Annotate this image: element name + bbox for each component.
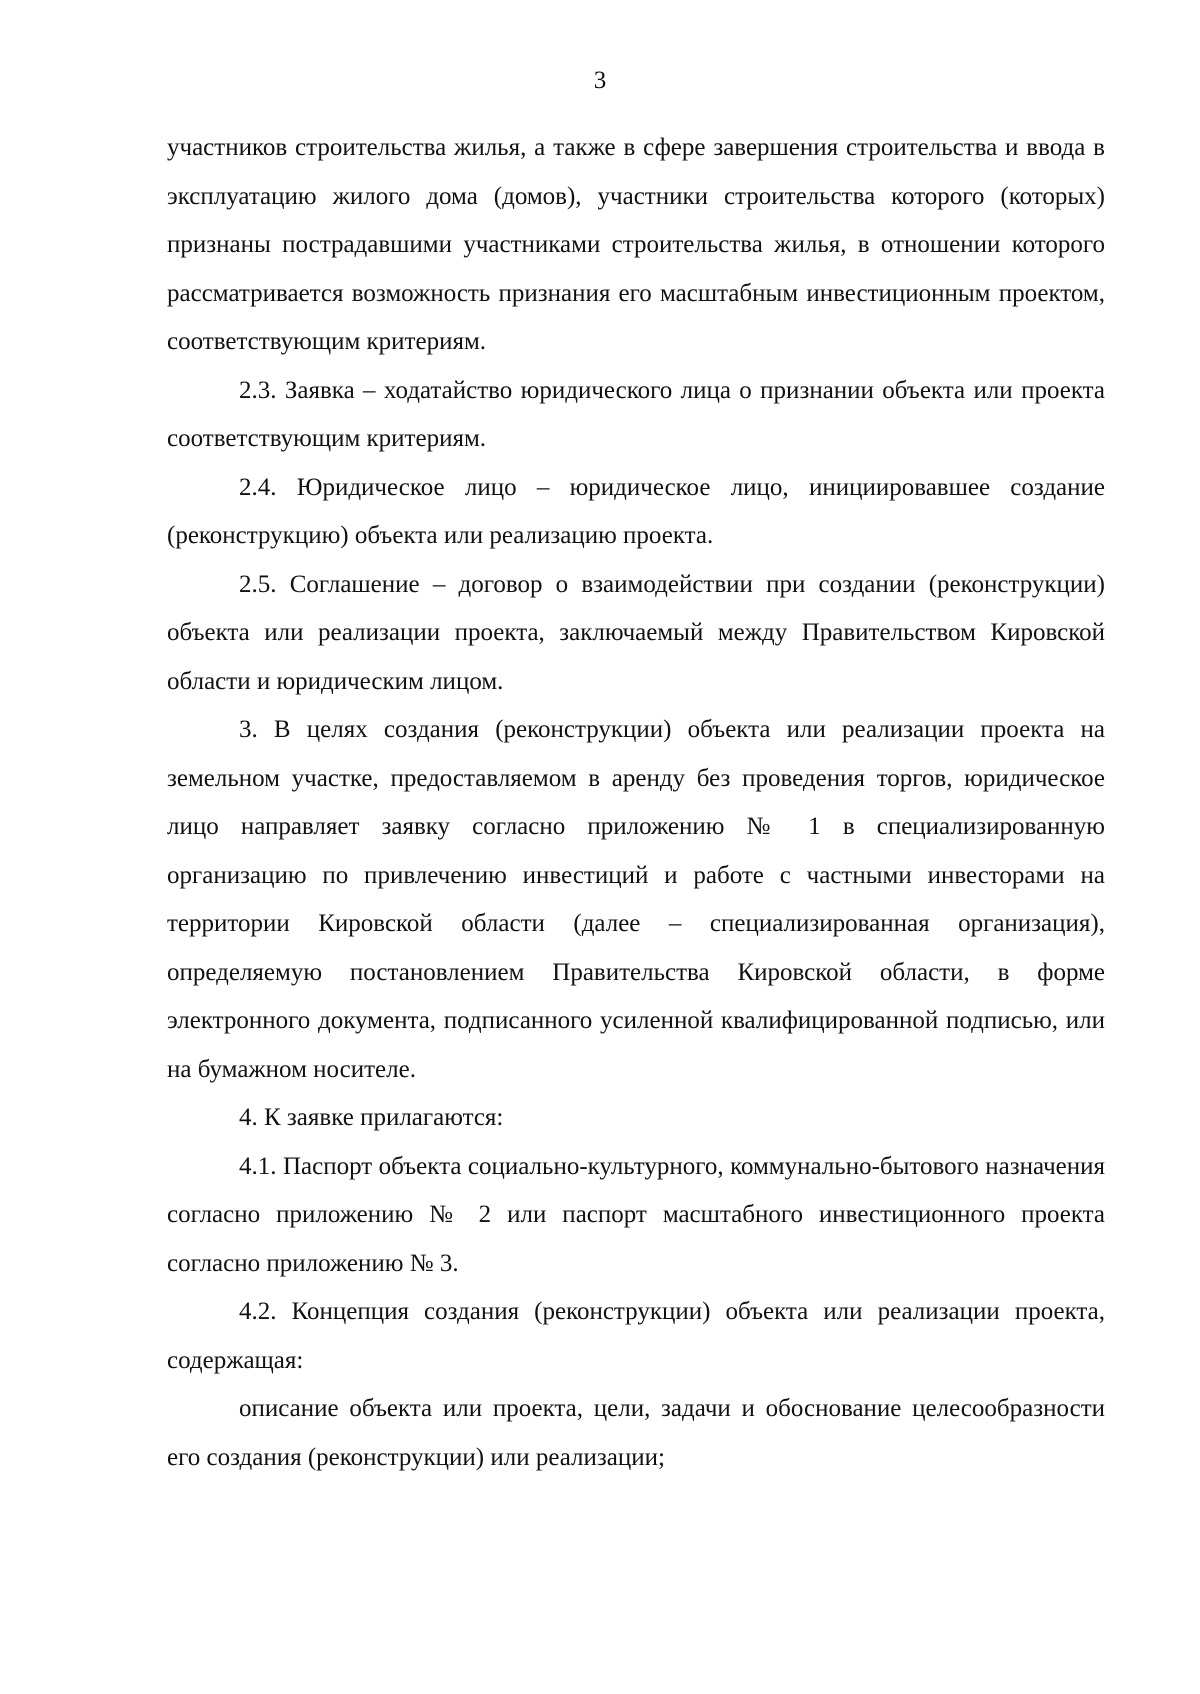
paragraph-4-2-item: описание объекта или проекта, цели, задачи и обоснование целесообразности его создания (реконструкции) или реализации; [167,1395,1105,1471]
paragraph-2-5: 2.5. Соглашение – договор о взаимодействии при создании (реконструкции) объекта или реализации проекта, заключаемый между Правительством Кировской области и юридическим лицом. [167,570,1105,695]
document-body [167,124,1105,1482]
paragraph-4: 4. К заявке прилагаются: [239,1104,504,1131]
paragraph-continuation: участников строительства жилья, а также в сфере завершения строительства и ввода в эксплуатацию жилого дома (домов), участники строительства которого (которых) признаны пострадавшими участниками строительства жилья, в отношении которого рассматривается возможность признания его масштабным инвестиционным проектом, соответствующим критериям. [167,134,1105,355]
paragraph-2-4: 2.4. Юридическое лицо – юридическое лицо, инициировавшее создание (реконструкцию) объекта или реализацию проекта. [167,473,1105,549]
page-number: 3 [593,67,607,94]
paragraph-3: 3. В целях создания (реконструкции) объекта или реализации проекта на земельном участке, предоставляемом в аренду без проведения торгов, юридическое лицо направляет заявку согласно приложению № 1 в специализированную организацию по привлечению инвестиций и работе с частными инвесторами на территории Кировской области (далее – специализированная организация), определяемую постановлением Правительства Кировской области, в форме электронного документа, подписанного усиленной квалифицированной подписью, или на бумажном носителе. [167,716,1105,1083]
paragraph-4-1: 4.1. Паспорт объекта социально-культурного, коммунально-бытового назначения согласно приложению № 2 или паспорт масштабного инвестиционного проекта согласно приложению № 3. [167,1152,1105,1277]
paragraph-4-2: 4.2. Концепция создания (реконструкции) объекта или реализации проекта, содержащая: [167,1298,1105,1374]
paragraph-2-3: 2.3. Заявка – ходатайство юридического лица о признании объекта или проекта соответствующим критериям. [167,376,1105,452]
